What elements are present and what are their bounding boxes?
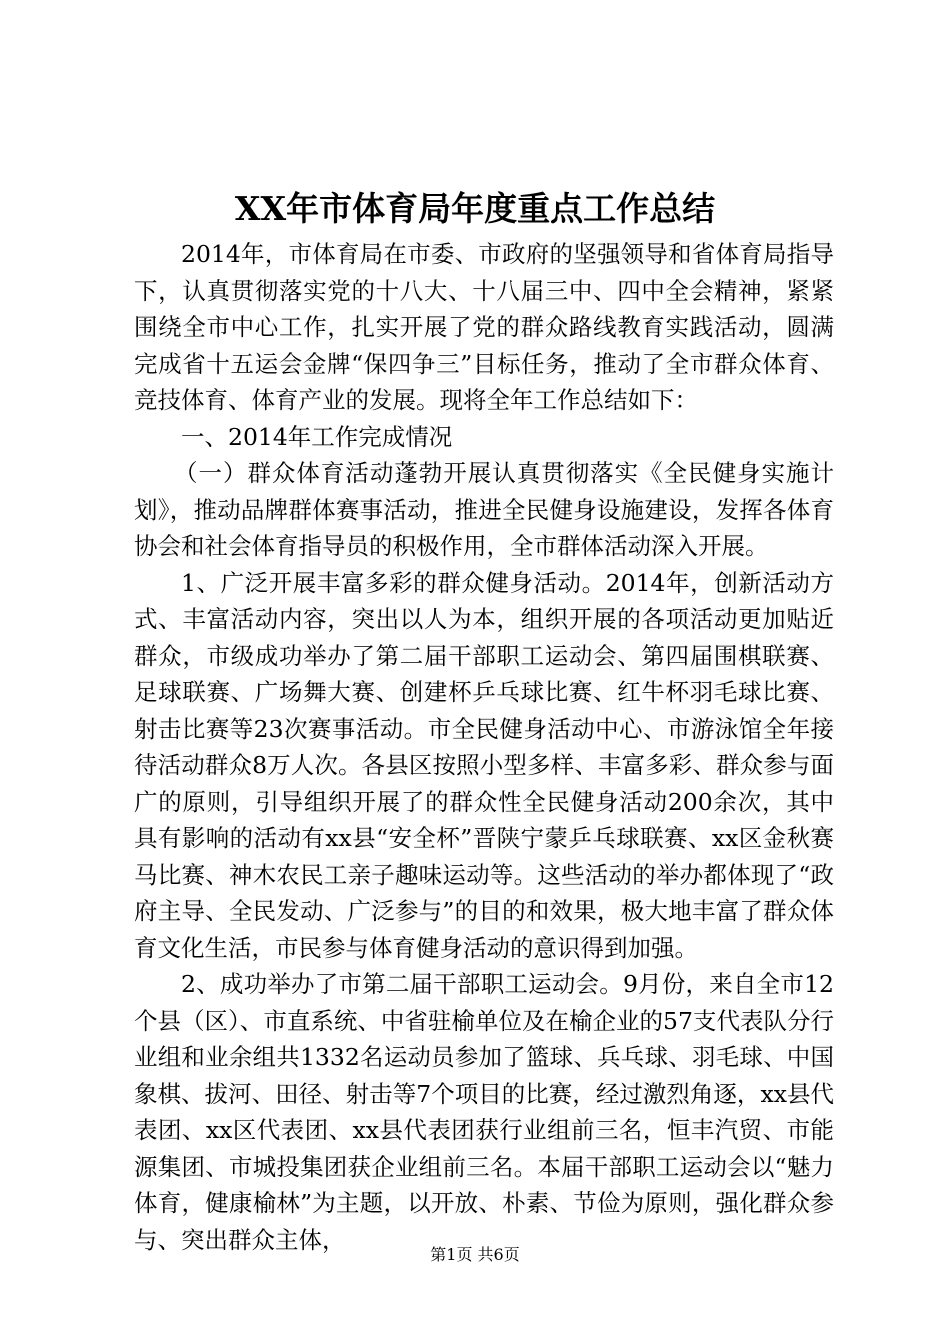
document-title: XX年市体育局年度重点工作总结 bbox=[234, 189, 716, 228]
page-footer: 第1页 共6页 bbox=[430, 1245, 520, 1264]
intro-paragraph: 2014年，市体育局在市委、市政府的坚强领导和省体育局指导下，认真贯彻落实党的十八大、十八届三中、四中全会精神，紧紧围绕全市中心工作，扎实开展了党的群众路线教育实践活动，圆满完成省十五运会金牌“保四争三”目标任务，推动了全市群众体育、竞技体育、体育产业的发展。现将全年工作总结如下： bbox=[134, 240, 834, 414]
item-2-paragraph: 2、成功举办了市第二届干部职工运动会。9月份，来自全市12个县（区）、市直系统、中省驻榆单位及在榆企业的57支代表队分行业组和业余组共1332名运动员参加了篮球、兵乓球、羽毛球、中国象棋、拔河、田径、射击等7个项目的比赛，经过激烈角逐，xx县代表团、xx区代表团、xx县代表团获行业组前三名，恒丰汽贸、市能源集团、市城投集团获企业组前三名。本届干部职工运动会以“魅力体育，健康榆林”为主题，以开放、朴素、节俭为原则，强化群众参与、突出群众主体， bbox=[134, 970, 834, 1254]
section-heading: 一、2014年工作完成情况 bbox=[181, 422, 453, 451]
document-body bbox=[134, 236, 834, 1258]
subsection-paragraph: （一）群众体育活动蓬勃开展认真贯彻落实《全民健身实施计划》，推动品牌群体赛事活动，推进全民健身设施建设，发挥各体育协会和社会体育指导员的积极作用，全市群体活动深入开展。 bbox=[134, 459, 834, 560]
item-1-paragraph: 1、广泛开展丰富多彩的群众健身活动。2014年，创新活动方式、丰富活动内容，突出以人为本，组织开展的各项活动更加贴近群众，市级成功举办了第二届干部职工运动会、第四届围棋联赛、足球联赛、广场舞大赛、创建杯乒乓球比赛、红牛杯羽毛球比赛、射击比赛等23次赛事活动。市全民健身活动中心、市游泳馆全年接待活动群众8万人次。各县区按照小型多样、丰富多彩、群众参与面广的原则，引导组织开展了的群众性全民健身活动200余次，其中具有影响的活动有xx县“安全杯”晋陕宁蒙乒乓球联赛、xx区金秋赛马比赛、神木农民工亲子趣味运动等。这些活动的举办都体现了“政府主导、全民发动、广泛参与”的目的和效果，极大地丰富了群众体育文化生活，市民参与体育健身活动的意识得到加强。 bbox=[134, 568, 834, 962]
